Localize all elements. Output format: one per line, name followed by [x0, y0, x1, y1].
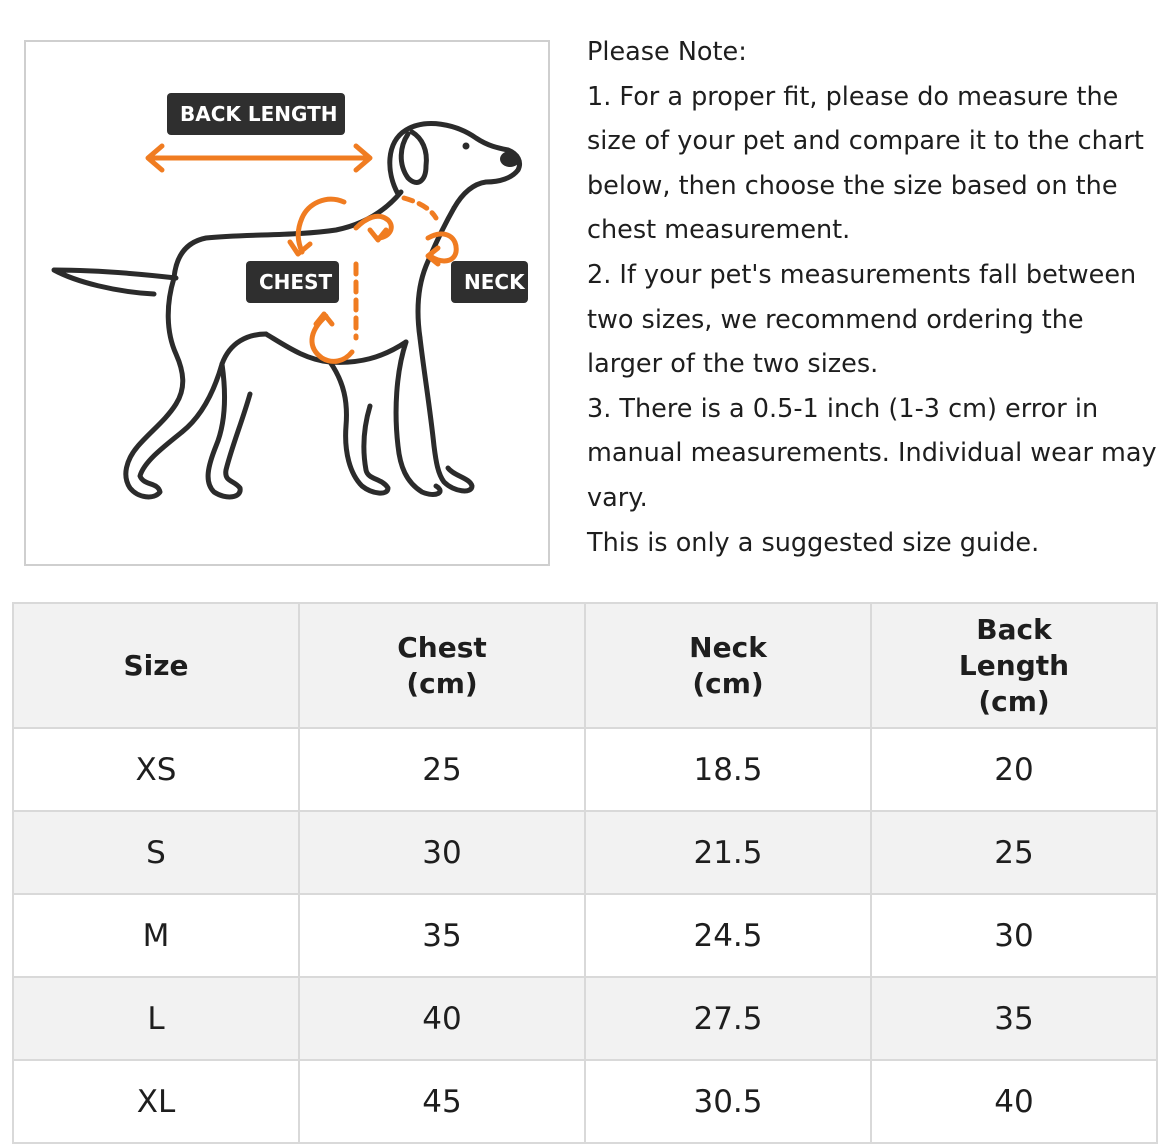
- cell-back-length: 30: [871, 894, 1157, 977]
- chest-label: CHEST: [246, 261, 339, 303]
- cell-chest: 25: [299, 728, 585, 811]
- cell-back-length: 40: [871, 1060, 1157, 1143]
- neck-label: NECK: [451, 261, 528, 303]
- notes-heading: Please Note:: [587, 37, 747, 67]
- cell-size: L: [13, 977, 299, 1060]
- header-back-length: Back Length (cm): [871, 603, 1157, 728]
- cell-chest: 45: [299, 1060, 585, 1143]
- cell-neck: 24.5: [585, 894, 871, 977]
- note-item: 1. For a proper fit, please do measure the size of your pet and compare it to the chart below, then choose the size based on the chest measurement.: [587, 81, 1144, 246]
- cell-size: XL: [13, 1060, 299, 1143]
- header-chest: Chest (cm): [299, 603, 585, 728]
- cell-neck: 27.5: [585, 977, 871, 1060]
- notes-footer: This is only a suggested size guide.: [587, 527, 1040, 558]
- cell-size: S: [13, 811, 299, 894]
- cell-neck: 30.5: [585, 1060, 871, 1143]
- table-header-row: [13, 603, 1157, 728]
- cell-neck: 21.5: [585, 811, 871, 894]
- cell-back-length: 35: [871, 977, 1157, 1060]
- cell-neck: 18.5: [585, 728, 871, 811]
- header-size: Size: [13, 603, 299, 728]
- cell-chest: 35: [299, 894, 585, 977]
- note-item: 3. There is a 0.5-1 inch (1-3 cm) error in manual measurements. Individual wear may vary.: [587, 393, 1157, 513]
- cell-back-length: 25: [871, 811, 1157, 894]
- table-row: [13, 977, 1157, 1060]
- table-row: [13, 811, 1157, 894]
- header-neck: Neck (cm): [585, 603, 871, 728]
- table-row: [13, 1060, 1157, 1143]
- note-item: 2. If your pet's measurements fall between two sizes, we recommend ordering the larger of the two sizes.: [587, 259, 1137, 380]
- size-chart-table: [12, 602, 1158, 1144]
- table-row: [13, 894, 1157, 977]
- back-length-label: BACK LENGTH: [167, 93, 345, 135]
- cell-size: XS: [13, 728, 299, 811]
- cell-chest: 30: [299, 811, 585, 894]
- table-row: [13, 728, 1157, 811]
- cell-back-length: 20: [871, 728, 1157, 811]
- measurement-diagram: [24, 40, 550, 566]
- cell-chest: 40: [299, 977, 585, 1060]
- size-notes: [587, 30, 1163, 565]
- cell-size: M: [13, 894, 299, 977]
